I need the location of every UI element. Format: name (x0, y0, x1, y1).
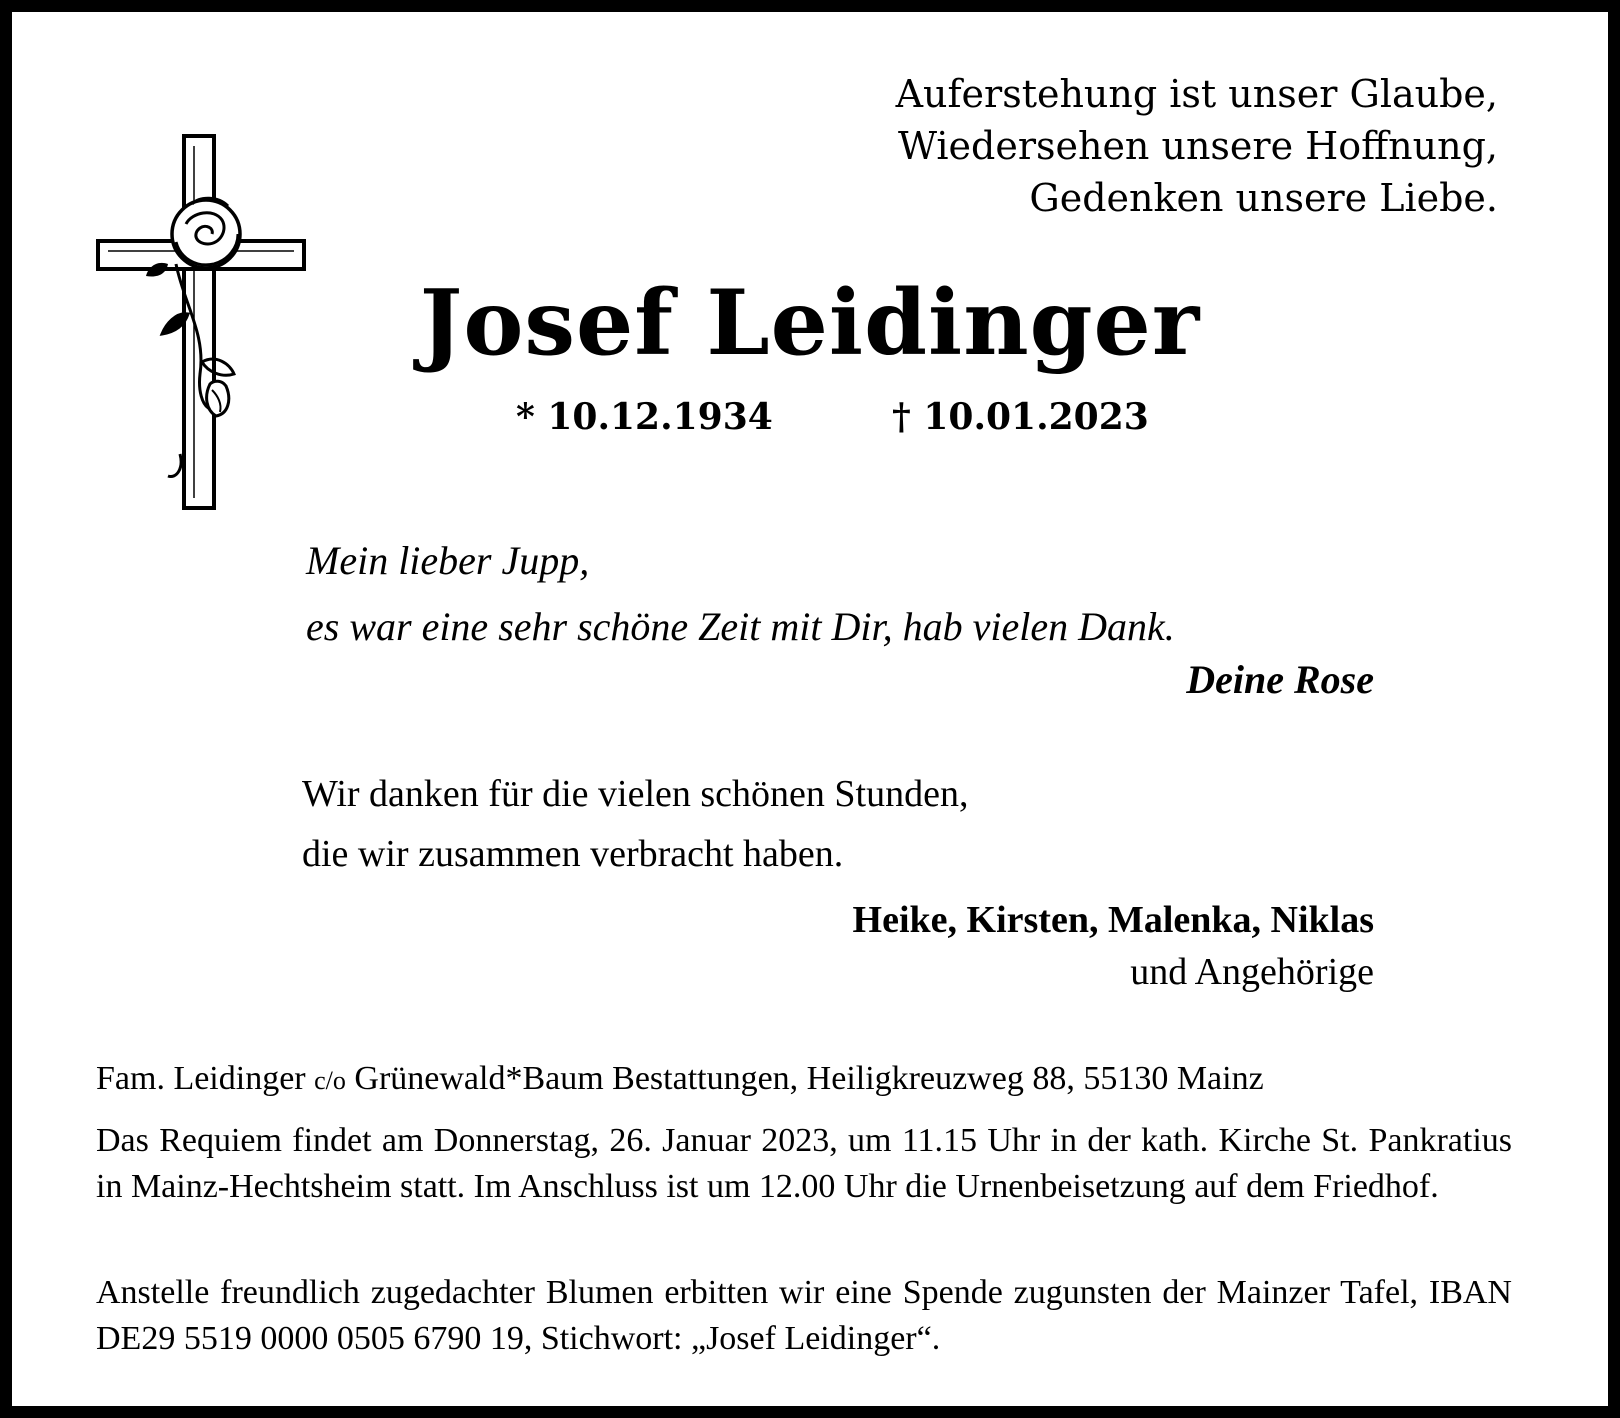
motto (896, 68, 1498, 224)
birth-date: * 10.12.1934 (516, 396, 773, 438)
family-message (302, 764, 968, 884)
requiem-notice: Das Requiem findet am Donnerstag, 26. Januar 2023, um 11.15 Uhr in der kath. Kirche St. Pankratius in Mainz-Hechtsheim statt. Im Anschluss ist um 12.00 Uhr die Urnenbeisetzung auf dem Friedhof. (96, 1122, 1512, 1205)
family-line-1: Wir danken für die vielen schönen Stunden, (302, 773, 969, 815)
personal-line-2: es war eine sehr schöne Zeit mit Dir, hab vielen Dank. (306, 604, 1175, 649)
personal-line-1: Mein lieber Jupp, (306, 538, 590, 583)
death-date: † 10.01.2023 (892, 396, 1149, 438)
deceased-name: Josef Leidinger (419, 270, 1201, 376)
family-line-2: die wir zusammen verbracht haben. (302, 833, 844, 875)
personal-signature: Deine Rose (1186, 657, 1374, 702)
address-rest: Grünewald*Baum Bestattungen, Heiligkreuzweg 88, 55130 Mainz (354, 1060, 1264, 1097)
motto-line-3: Gedenken unsere Liebe. (1029, 176, 1498, 220)
family-signature-names: Heike, Kirsten, Malenka, Niklas (852, 899, 1374, 941)
family-signature-relatives: und Angehörige (1130, 951, 1374, 993)
address-care-of: c/o (314, 1066, 346, 1095)
family-signature (853, 894, 1374, 998)
motto-line-1: Auferstehung ist unser Glaube, (895, 72, 1498, 116)
personal-message (306, 528, 1175, 660)
motto-line-2: Wiedersehen unsere Hoffnung, (897, 124, 1498, 168)
contact-address (96, 1056, 1512, 1104)
donation-notice: Anstelle freundlich zugedachter Blumen erbitten wir eine Spende zugunsten der Mainzer Tafel, IBAN DE29 5519 0000 0505 6790 19, Stichwort: „Josef Leidinger“. (96, 1274, 1512, 1357)
address-name: Fam. Leidinger (96, 1060, 306, 1097)
